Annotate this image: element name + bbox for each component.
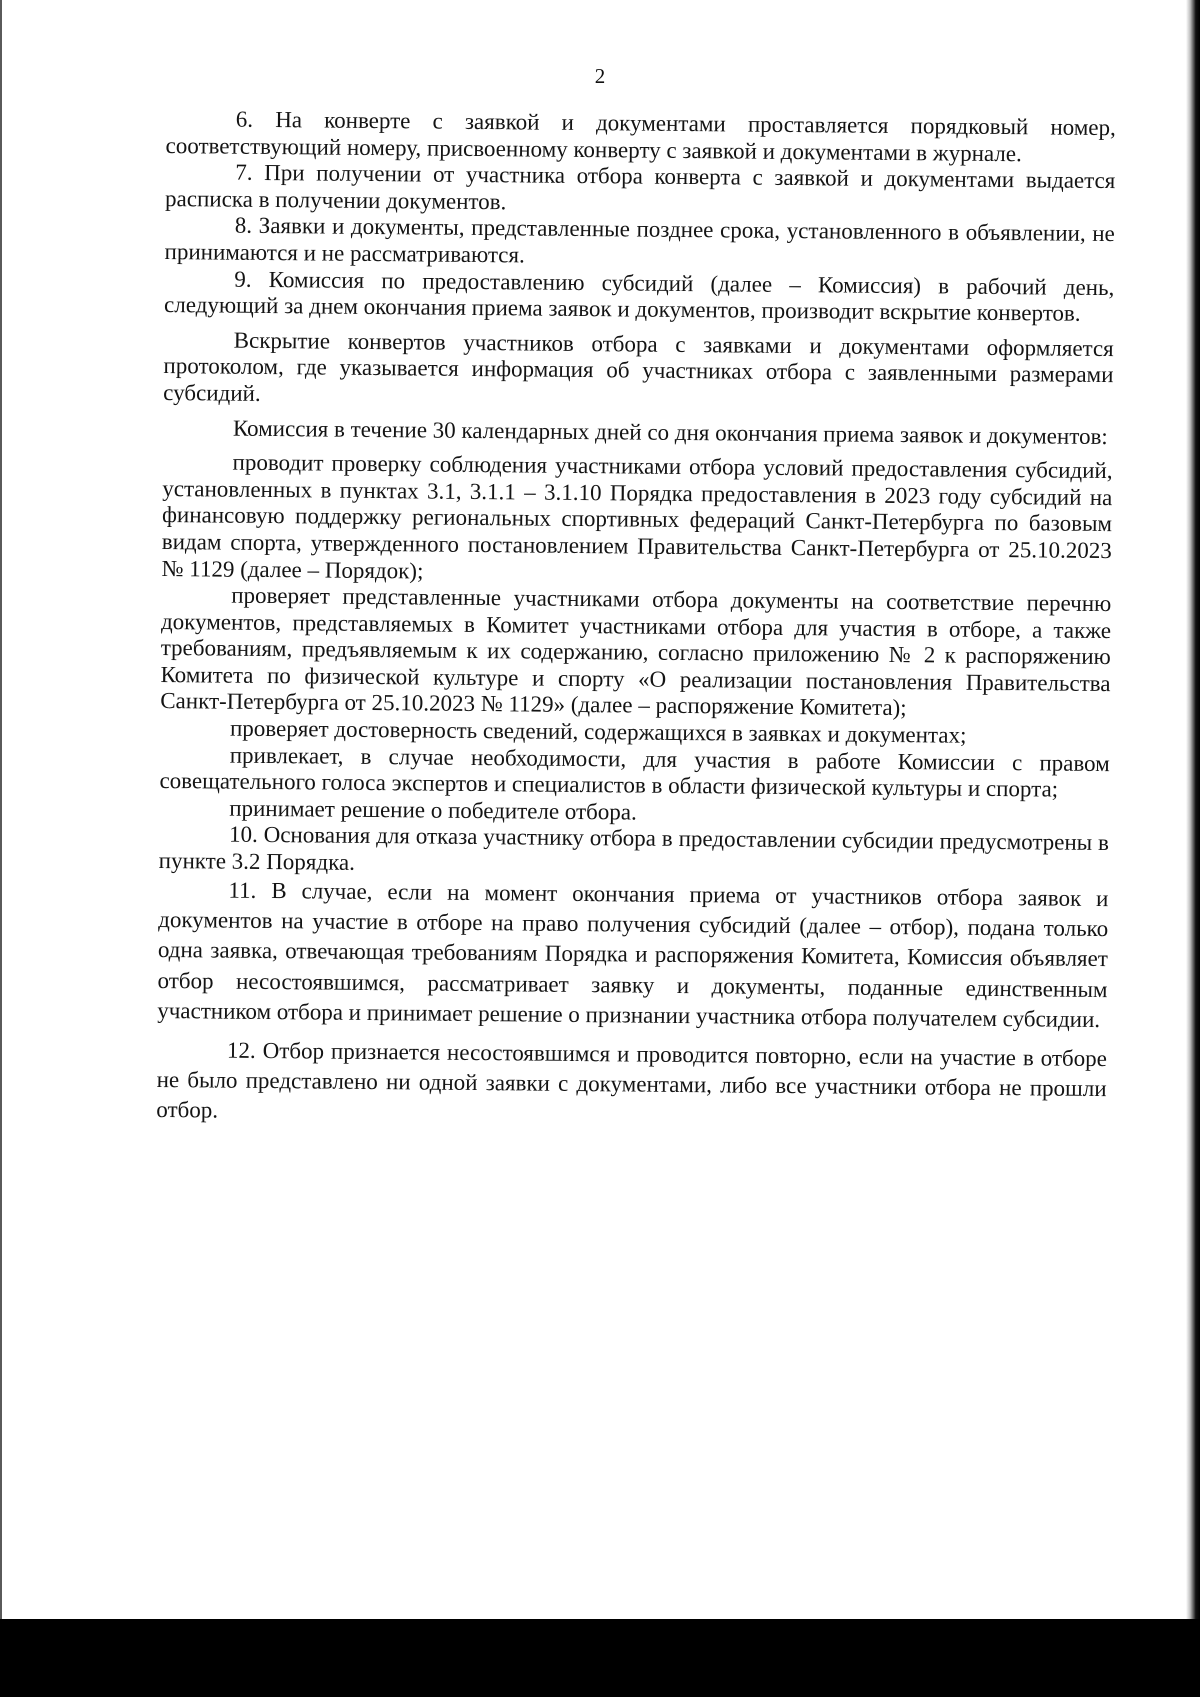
paragraph-12: 12. Отбор признается несостоявшимся и проводится повторно, если на участие в отборе не было представлено ни одной заявки с документами, либо все участники отбора не прошли отбор. — [156, 1037, 1108, 1124]
paragraph-checks-conditions: проводит проверку соблюдения участниками отбора условий предоставления субсидий, установленных в пунктах 3.1, 3.1.1 – 3.1.10 Порядка предоставления в 2023 году субсидий на финансовую поддержку региональных спортивных федераций Санкт-Петербурга по базовым видам спорта, утвержденного постановлением Правительства Санкт-Петербурга от 25.10.2023 № 1129 (далее – Порядок); — [161, 449, 1113, 583]
scan-bottom-border — [0, 1619, 1200, 1697]
paragraph-decides-winner: принимает решение о победителе отбора. — [229, 795, 637, 825]
paragraph-7: 7. При получении от участника отбора конверта с заявкой и документами выдается расписка в получении документов. — [164, 159, 1116, 215]
paragraph-checks-documents: проверяет представленные участниками отбора документы на соответствие перечню документов, представляемых в Комитет участниками отбора для участия в отборе, а также требованиям, предъявляемым к их содержанию, согласно приложению № 2 к распоряжению Комитета по физической культуре и спорту «О реализации постановления Правительства Санкт-Петербурга от 25.10.2023 № 1129» (далее – распоряжение Комитета); — [160, 582, 1112, 721]
paragraph-opening-protocol: Вскрытие конвертов участников отбора с заявками и документами оформляется протоколом, где указывается информация об участниках отбора с заявленными размерами субсидий. — [163, 327, 1114, 406]
paragraph-checks-accuracy: проверяет достоверность сведений, содержащихся в заявках и документах; — [229, 715, 967, 748]
paragraph-8: 8. Заявки и документы, представленные позднее срока, установленного в объявлении, не принимаются и не рассматриваются. — [164, 213, 1115, 268]
paragraph-commission-30-days: Комиссия в течение 30 календарных дней со дня окончания приема заявок и документов: — [232, 415, 1108, 449]
document-body — [156, 106, 1116, 1135]
scan-left-edge — [0, 0, 2, 1697]
paragraph-engages-experts: привлекает, в случае необходимости, для участия в работе Комиссии с правом совещательного голоса экспертов и специалистов в области физической культуры и спорта; — [159, 742, 1110, 802]
page-number: 2 — [594, 64, 606, 88]
scan-right-edge-shadow — [1186, 0, 1200, 1620]
paragraph-6: 6. На конверте с заявкой и документами проставляется порядковый номер, соответствующий номеру, присвоенному конверту с заявкой и документами в журнале. — [165, 106, 1116, 166]
paragraph-10: 10. Основания для отказа участнику отбора в предоставлении субсидии предусмотрены в пункте 3.2 Порядка. — [158, 822, 1110, 875]
paragraph-9: 9. Комиссия по предоставлению субсидий (далее – Комиссия) в рабочий день, следующий за днем окончания приема заявок и документов, производит вскрытие конвертов. — [163, 266, 1115, 326]
paragraph-11: 11. В случае, если на момент окончания приема от участников отбора заявок и документов на участие в отборе на право получения субсидий (далее – отбор), подана только одна заявка, отвечающая требованиям Порядка и распоряжения Комитета, Комиссия объявляет отбор несостоявшимся, рассматривает заявку и документы, поданные единственным участником отбора и принимает решение о признании участника отбора получателем субсидии. — [157, 877, 1109, 1033]
